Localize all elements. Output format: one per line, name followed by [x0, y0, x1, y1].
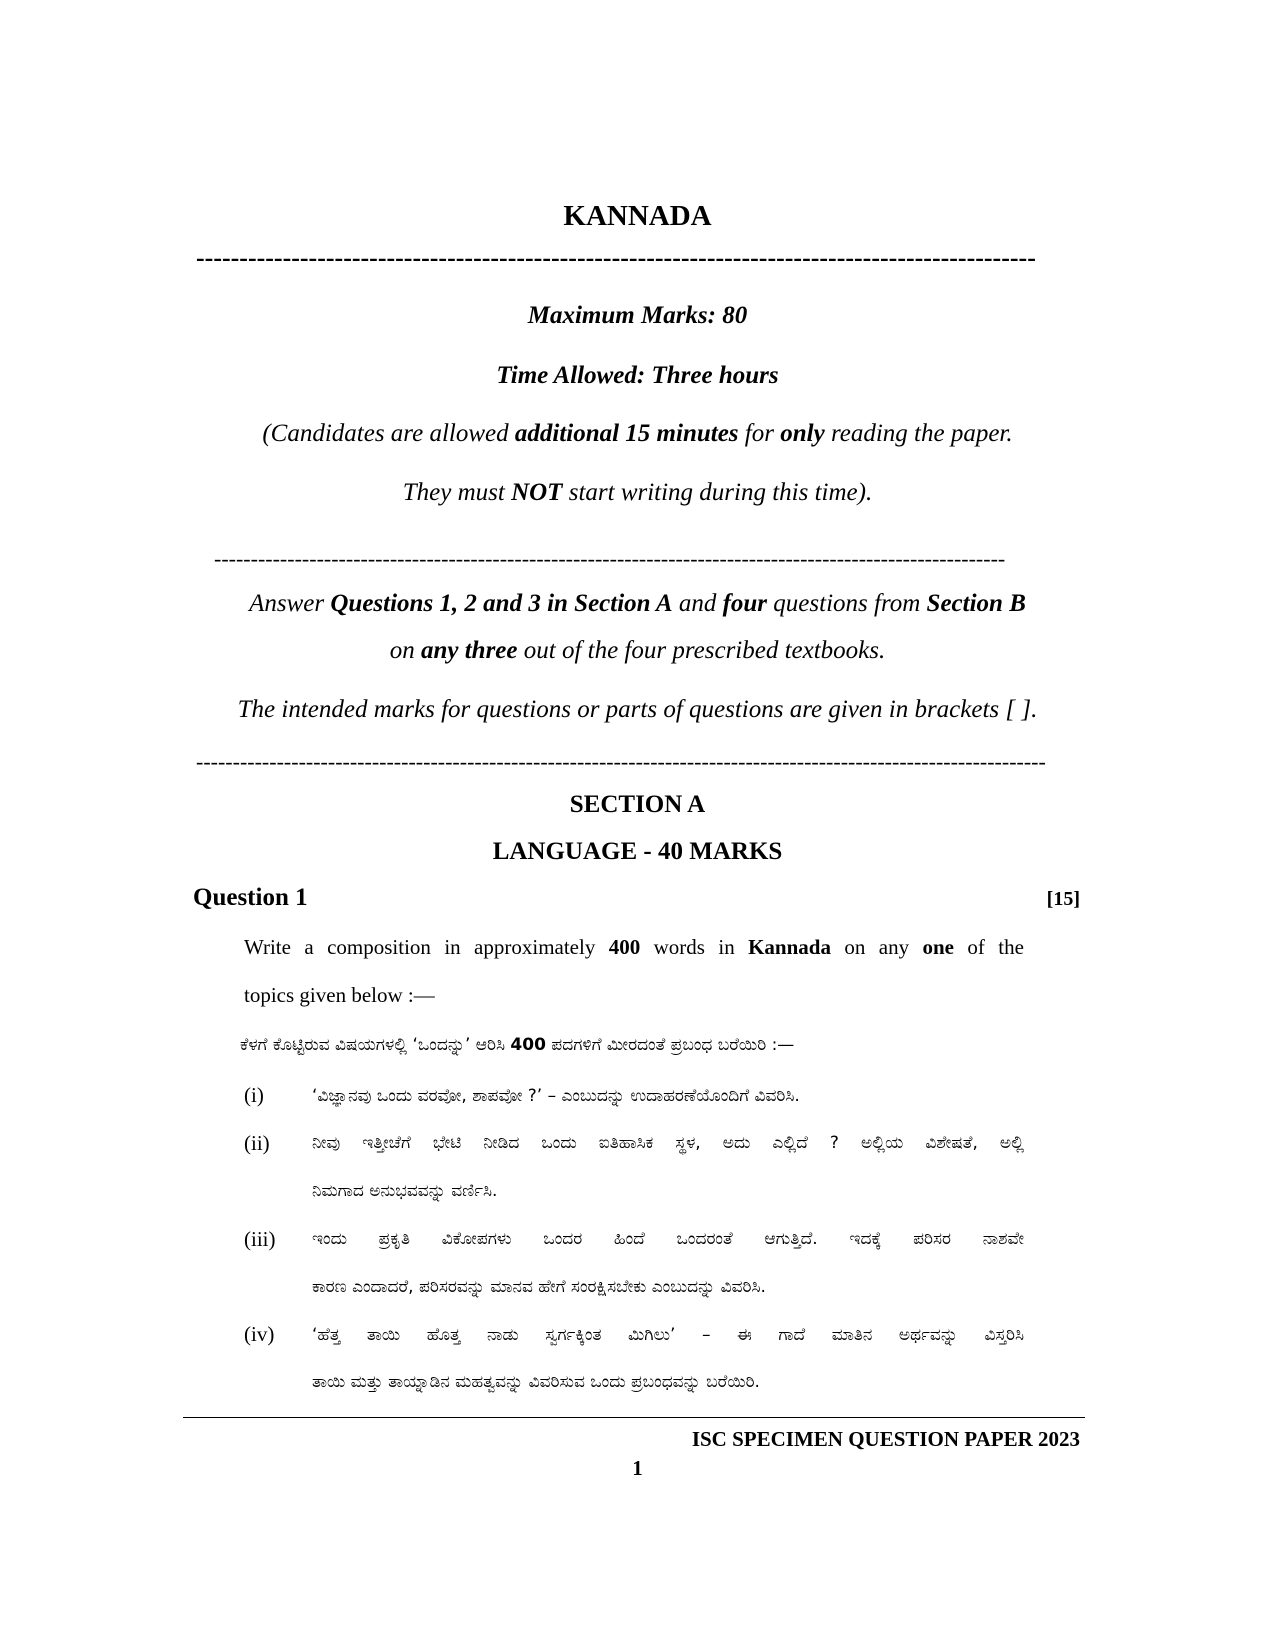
topic-text-continued: ನಿಮಗಾದ ಅನುಭವವನ್ನು ವರ್ಣಿಸಿ. [312, 1181, 498, 1201]
topic-text: ನೀವು ಇತ್ತೀಚೆಗೆ ಭೇಟಿ ನೀಡಿದ ಒಂದು ಐತಿಹಾಸಿಕ ಸ್ಥಳ, ಅದು ಎಲ್ಲಿದೆ ? ಅಲ್ಲಿಯ ವಿಶೇಷತೆ, ಅಲ್ಲಿ [312, 1133, 1024, 1153]
topic-number: (i) [244, 1083, 264, 1107]
topic-text-continued: ಕಾರಣ ಎಂದಾದರೆ, ಪರಿಸರವನ್ನು ಮಾನವ ಹೇಗೆ ಸಂರಕ್ಷಿಸಬೇಕು ಎಂಬುದನ್ನು ವಿವರಿಸಿ. [312, 1277, 766, 1297]
topic-number: (ii) [244, 1131, 270, 1155]
question-marks: [15] [1046, 888, 1080, 910]
topic-text: ಇಂದು ಪ್ರಕೃತಿ ವಿಕೋಪಗಳು ಒಂದರ ಹಿಂದೆ ಒಂದರಂತೆ ಆಗುತ್ತಿದೆ. ಇದಕ್ಕೆ ಪರಿಸರ ನಾಶವೇ [312, 1229, 1024, 1249]
footer-label: ISC SPECIMEN QUESTION PAPER 2023 [691, 1427, 1080, 1451]
dashed-divider: -------------------------------------------------------------------------------------------------------------------- [196, 749, 1046, 774]
question-instruction-english-continued: topics given below :— [244, 983, 435, 1007]
answer-instruction: Answer Questions 1, 2 and 3 in Section A and four questions from Section B [249, 590, 1026, 617]
section-subtitle: LANGUAGE - 40 MARKS [492, 838, 783, 865]
topic-text: ‘ಹೆತ್ತ ತಾಯಿ ಹೊತ್ತ ನಾಡು ಸ್ವರ್ಗಕ್ಕಿಂತ ಮಿಗಿಲು’ – ಈ ಗಾದೆ ಮಾತಿನ ಅರ್ಥವನ್ನು ವಿಸ್ತರಿಸಿ [312, 1325, 1024, 1345]
footer-rule [183, 1417, 1085, 1418]
dashed-divider: ------------------------------------------------------------------------------------------------- [196, 243, 1036, 272]
answer-instruction-continued: on any three out of the four prescribed textbooks. [389, 637, 886, 664]
topic-number: (iii) [244, 1227, 276, 1251]
dashed-divider: ------------------------------------------------------------------------------------------------------------ [214, 546, 1006, 571]
topic-text-continued: ತಾಯಿ ಮತ್ತು ತಾಯ್ನಾಡಿನ ಮಹತ್ವವನ್ನು ವಿವರಿಸುವ ಒಂದು ಪ್ರಬಂಧವನ್ನು ಬರೆಯಿರಿ. [312, 1372, 760, 1392]
maximum-marks: Maximum Marks: 80 [527, 302, 748, 329]
question-instruction-english: Write a composition in approximately 400 words in Kannada on any one of the [244, 935, 1024, 959]
intended-marks-note: The intended marks for questions or parts of questions are given in brackets [ ]. [237, 696, 1038, 723]
question-title: Question 1 [193, 884, 308, 911]
topic-number: (iv) [244, 1322, 275, 1346]
page-number: 1 [632, 1456, 643, 1480]
time-allowed: Time Allowed: Three hours [496, 362, 779, 389]
topic-text: ‘ವಿಜ್ಞಾನವು ಒಂದು ವರವೋ, ಶಾಪವೋ ?’ – ಎಂಬುದನ್ನು ಉದಾಹರಣೆಯೊಂದಿಗೆ ವಿವರಿಸಿ. [312, 1086, 800, 1106]
section-title: SECTION A [569, 791, 706, 818]
writing-restriction-note: They must NOT start writing during this time). [402, 479, 873, 506]
question-instruction-kannada: ಕೆಳಗೆ ಕೊಟ್ಟಿರುವ ವಿಷಯಗಳಲ್ಲಿ ‘ಒಂದನ್ನು’ ಆರಿಸಿ 400 ಪದಗಳಿಗೆ ಮೀರದಂತೆ ಪ್ರಬಂಧ ಬರೆಯಿರಿ :— [240, 1035, 795, 1055]
subject-title: KANNADA [563, 200, 712, 232]
reading-time-note: (Candidates are allowed additional 15 minutes for only reading the paper. [262, 420, 1013, 447]
